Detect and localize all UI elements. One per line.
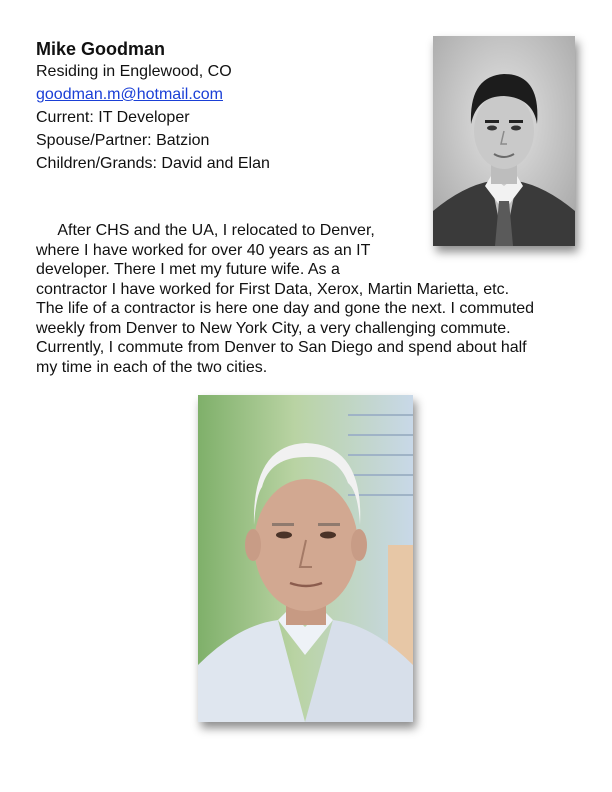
biography-text [36, 221, 596, 377]
profile-header [36, 38, 416, 175]
bio-line: where I have worked for over 40 years as an IT [36, 241, 371, 259]
residence-line: Residing in Englewood, CO [36, 63, 232, 80]
person-name: Mike Goodman [36, 39, 166, 59]
bio-line: After CHS and the UA, I relocated to Denver, [36, 222, 375, 239]
bio-line: my time in each of the two cities. [36, 358, 268, 376]
bio-line: The life of a contractor is here one day and gone the next. I commuted [36, 300, 535, 317]
bio-line: contractor I have worked for First Data, Xerox, Martin Marietta, etc. [36, 280, 510, 298]
current-photo [198, 395, 413, 722]
spouse-line: Spouse/Partner: Batzion [36, 132, 210, 149]
email-link[interactable]: goodman.m@hotmail.com [36, 86, 223, 103]
bio-line: developer. There I met my future wife. As a [36, 261, 340, 278]
current-occupation-line: Current: IT Developer [36, 109, 190, 126]
bio-line: weekly from Denver to New York City, a very challenging commute. [36, 319, 511, 337]
children-line: Children/Grands: David and Elan [36, 155, 270, 172]
bio-line: Currently, I commute from Denver to San Diego and spend about half [36, 339, 527, 356]
yearbook-photo [433, 36, 575, 246]
